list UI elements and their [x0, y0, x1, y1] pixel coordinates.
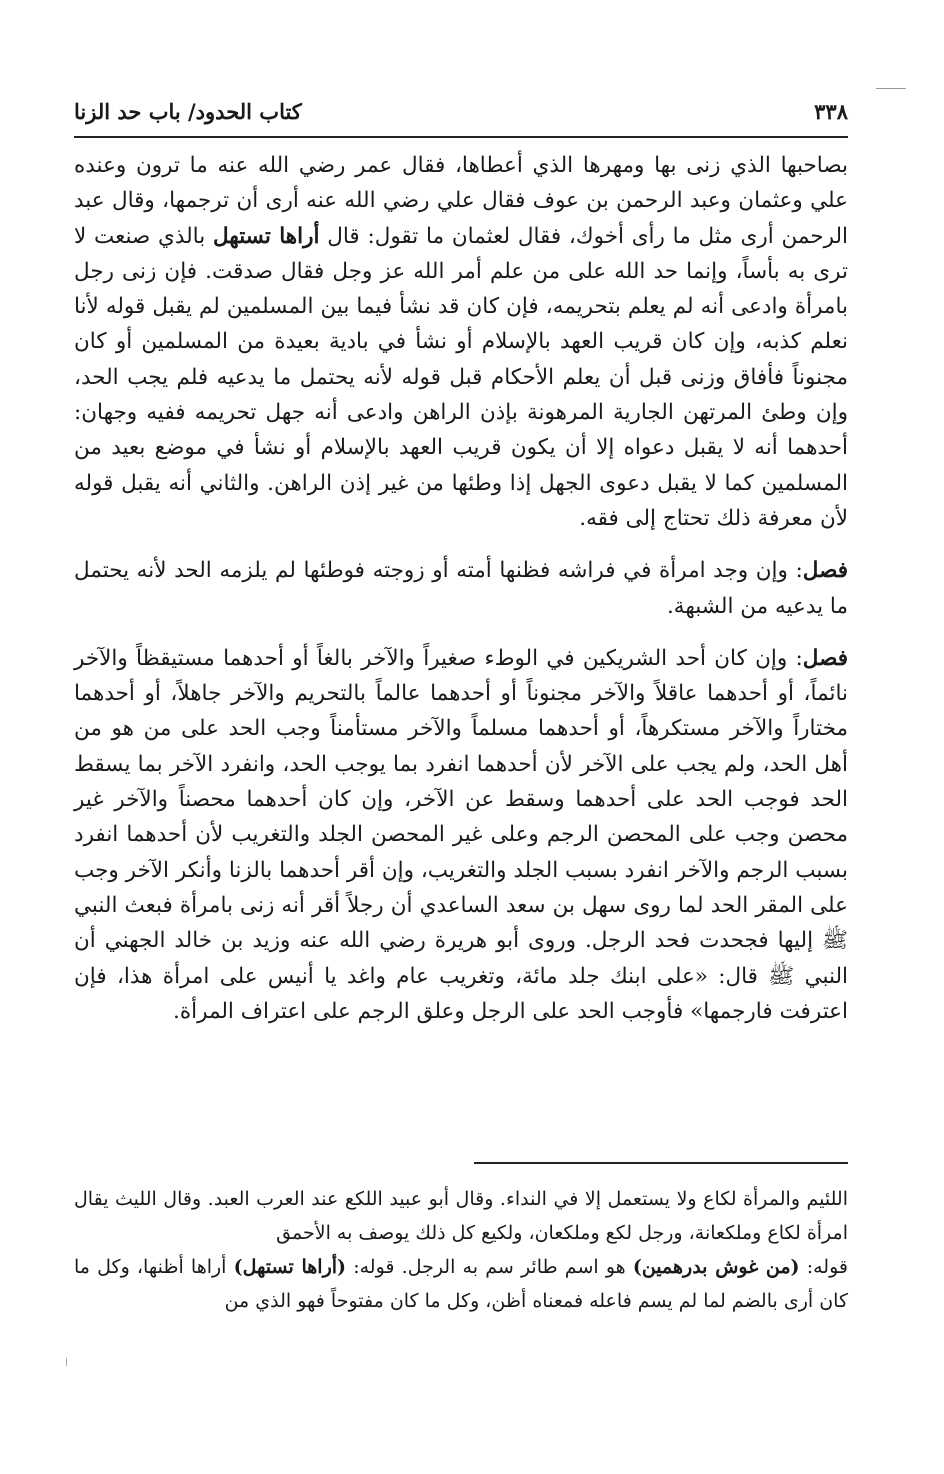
- main-text: [74, 148, 848, 1029]
- section-label: فصل: [802, 645, 848, 671]
- p1-quote-bold: أراها تستهل: [213, 223, 320, 249]
- p3-text: : وإن كان أحد الشريكين في الوطء صغيراً والآخر بالغاً أو أحدهما مستيقظاً والآخر نائماً، أو أحدهما عاقلاً والآخر مجنوناً أو أحدهما عالماً بالتحريم والآخر جاهلاً، أو أحدهما مختاراً والآخر مستكرهاً، أو أحدهما مسلماً والآخر مستأمناً وجب الحد على من هو من أهل الحد، ولم يجب على الآخر لأن أحدهما انفرد بما يوجب الحد، وانفرد الآخر بما يسقط الحد فوجب الحد على أحدهما وسقط عن الآخر، وإن كان أحدهما محصناً والآخر غير محصن وجب على المحصن الرجم وعلى غير المحصن الجلد والتغريب لأن أحدهما انفرد بسبب الرجم والآخر انفرد بسبب الجلد والتغريب، وإن أقر أحدهما بالزنا وأنكر الآخر وجب على المقر الحد لما روى سهل بن سعد الساعدي أن رجلاً أقر أنه زنى بامرأة فبعث النبي ﷺ إليها فجحدت فحد الرجل. وروى أبو هريرة رضي الله عنه وزيد بن خالد الجهني أن النبي ﷺ قال: «على ابنك جلد مائة، وتغريب عام واغد يا أنيس على امرأة هذا، فإن اعترفت فارجمها» فأوجب الحد على الرجل وعلق الرجم على اعتراف المرأة.: [74, 645, 848, 1024]
- margin-mark: [66, 1358, 67, 1366]
- section-label: فصل: [802, 558, 848, 584]
- footnote-line-2: [74, 1250, 848, 1318]
- paragraph-1: [74, 148, 848, 536]
- paragraph-3: [74, 641, 848, 1029]
- fn-text: هو اسم طائر سم به الرجل. قوله:: [346, 1256, 633, 1278]
- footnotes: [74, 1182, 848, 1318]
- p1-text-a: بصاحبها الذي زنى بها ومهرها الذي أعطاها، فقال عمر رضي الله عنه ما ترون وعنده علي وعثمان وعبد الرحمن بن عوف فقال علي رضي الله عنه أرى أن ترجمها، وقال عبد الرحمن أرى مثل ما رأى أخوك، فقال لعثمان ما تقول: قال: [74, 153, 848, 249]
- p2-text: : وإن وجد امرأة في فراشه فظنها أمته أو زوجته فوطئها لم يلزمه الحد لأنه يحتمل ما يدعيه من الشبهة.: [74, 558, 848, 619]
- header-rule: [74, 136, 848, 138]
- fn-quote-bold: (من غوش بدرهمين): [632, 1256, 800, 1278]
- footnote-separator: [474, 1162, 848, 1164]
- fn-text: قوله:: [799, 1256, 848, 1278]
- p1-text-b: بالذي صنعت لا ترى به بأساً، وإنما حد الله على من علم أمر الله عز وجل فقال صدقت. فإن زنى رجل بامرأة وادعى أنه لم يعلم بتحريمه، فإن كان قد نشأ فيما بين المسلمين لم يقبل قوله لأنا نعلم كذبه، وإن كان قريب العهد بالإسلام أو نشأ في بادية بعيدة من المسلمين أو كان مجنوناً فأفاق وزنى قبل أن يعلم الأحكام قبل قوله لأنه يحتمل ما يدعيه فلم يجب الحد، وإن وطئ المرتهن الجارية المرهونة بإذن الراهن وادعى أنه جهل تحريمه ففيه وجهان: أحدهما أنه لا يقبل دعواه إلا أن يكون قريب العهد بالإسلام أو نشأ في موضع بعيد من المسلمين كما لا يقبل دعوى الجهل إذا وطئها من غير إذن الراهن. والثاني أنه يقبل قوله لأن معرفة ذلك تحتاج إلى فقه.: [74, 223, 848, 531]
- fn-text: أراها أظنها، وكل ما كان أرى بالضم لما لم يسم فاعله فمعناه أظن، وكل ما كان مفتوحاً فهو الذي من: [74, 1256, 848, 1312]
- paragraph-2: [74, 553, 848, 624]
- page-number: ٣٣٨: [814, 98, 848, 124]
- page-edge-mark: [876, 88, 906, 89]
- fn-quote-bold: (أراها تستهل): [233, 1256, 347, 1278]
- footnote-line-1: اللئيم والمرأة لكاع ولا يستعمل إلا في النداء. وقال أبو عبيد اللكع عند العرب العبد. وقال الليث يقال امرأة لكاع وملكعانة، ورجل لكع وملكعان، ولكيع كل ذلك يوصف به الأحمق: [74, 1188, 848, 1244]
- page-header: [74, 92, 848, 130]
- running-title: كتاب الحدود/ باب حد الزنا: [74, 98, 302, 124]
